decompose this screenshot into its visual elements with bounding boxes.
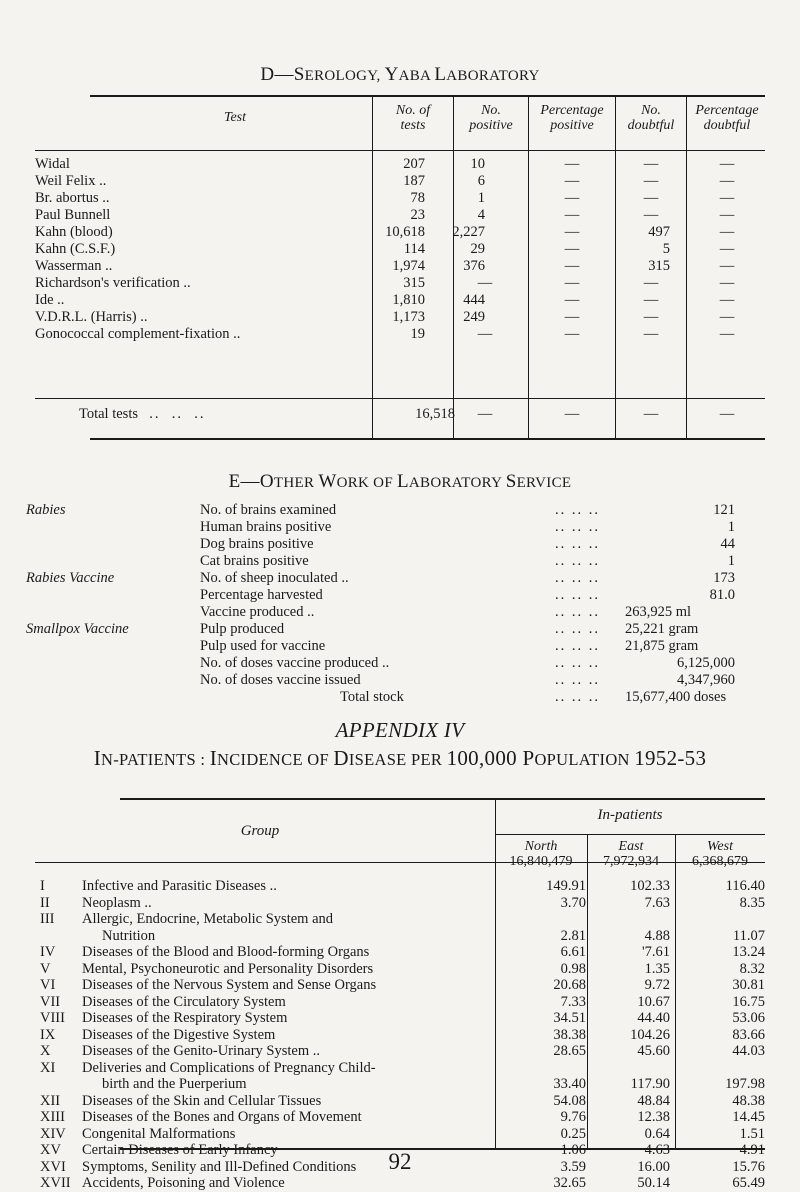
- header-rule: [35, 150, 765, 151]
- north-label: North: [524, 839, 558, 854]
- service-value: 6,125,000: [677, 655, 735, 671]
- north-population: 16,840,479: [509, 854, 573, 869]
- service-item: No. of sheep inoculated ..: [200, 570, 349, 586]
- group-number: XV: [40, 1142, 61, 1158]
- east-rate: 12.38: [637, 1109, 670, 1125]
- total-positive: —: [477, 406, 493, 422]
- group-description: Deliveries and Complications of Pregnancy Child-: [82, 1059, 376, 1076]
- west-rate: 1.51: [739, 1125, 765, 1142]
- west-rate: 83.66: [732, 1026, 765, 1043]
- group-description: Accidents, Poisoning and Violence: [82, 1175, 285, 1191]
- service-item: No. of brains examined: [200, 502, 337, 518]
- leader-dots: .. .. ..: [555, 621, 600, 637]
- service-item: Percentage harvested: [200, 587, 323, 603]
- pct-doubtful: —: [719, 207, 735, 223]
- table-top-rule: [90, 95, 765, 97]
- group-description: Diseases of the Bones and Organs of Movement: [82, 1109, 362, 1125]
- leader-dots: .. .. ..: [555, 570, 600, 586]
- service-item: Total stock: [340, 689, 404, 705]
- service-value: 121: [713, 502, 735, 518]
- total-rule: [35, 398, 765, 399]
- east-rate: 0.64: [644, 1125, 670, 1142]
- doubtful-count: —: [643, 190, 659, 206]
- west-rate: 48.38: [732, 1092, 765, 1109]
- table-row: [35, 241, 765, 258]
- group-description: Diseases of the Blood and Blood-forming Organs: [82, 944, 370, 960]
- section-d-title: D—SEROLOGY, YABA LABORATORY: [260, 64, 540, 85]
- tests-count: 207: [403, 156, 425, 172]
- east-rate: 9.72: [644, 977, 670, 993]
- group-description: Mental, Psychoneurotic and Personality Disorders: [82, 960, 374, 977]
- table-row: [40, 1175, 765, 1192]
- positive-count: 1: [477, 190, 485, 206]
- group-number: III: [40, 911, 55, 927]
- group-number: VI: [40, 977, 56, 993]
- north-rate: 38.38: [553, 1026, 586, 1043]
- north-rate: 0.25: [560, 1125, 586, 1142]
- doubtful-count: —: [643, 292, 659, 308]
- doubtful-count: —: [643, 326, 659, 342]
- test-name: Paul Bunnell: [35, 207, 111, 223]
- service-value: 173: [713, 570, 735, 586]
- table-row: [40, 993, 765, 1011]
- north-rate: 3.59: [560, 1158, 586, 1175]
- tests-count: 78: [410, 190, 425, 206]
- header-east: [587, 839, 675, 869]
- test-name: Br. abortus ..: [35, 190, 110, 206]
- total-pct-positive: —: [564, 406, 580, 422]
- group-description: Infective and Parasitic Diseases ..: [82, 878, 277, 894]
- positive-count: —: [477, 326, 493, 342]
- service-category: Smallpox Vaccine: [26, 621, 129, 637]
- service-value: 263,925 ml: [625, 604, 692, 620]
- north-rate: 0.98: [560, 960, 586, 977]
- service-value: 15,677,400 doses: [625, 689, 727, 705]
- group-description-cont: Nutrition: [102, 927, 156, 944]
- table-row: [35, 190, 765, 207]
- table-row: [35, 258, 765, 275]
- table-row: [40, 1059, 765, 1093]
- east-rate: 50.14: [637, 1175, 670, 1191]
- doubtful-count: —: [643, 275, 659, 291]
- pct-positive: —: [564, 326, 580, 342]
- pct-doubtful: —: [719, 190, 735, 206]
- pct-positive: —: [564, 156, 580, 172]
- table-row: [40, 1109, 765, 1126]
- leader-dots: .. .. ..: [555, 502, 600, 518]
- leader-dots: .. .. ..: [555, 519, 600, 535]
- east-rate: 10.67: [637, 993, 670, 1010]
- doubtful-count: —: [643, 156, 659, 172]
- group-number: V: [40, 960, 51, 977]
- table-row: [40, 977, 765, 994]
- doubtful-count: 5: [662, 241, 670, 257]
- test-name: Ide ..: [35, 292, 65, 308]
- west-rate: 8.35: [739, 894, 765, 911]
- leader-dots: .. .. ..: [555, 536, 600, 552]
- west-rate: 30.81: [732, 977, 765, 993]
- table-row: [40, 878, 765, 895]
- inpatients-rule: [495, 834, 765, 835]
- tests-count: 10,618: [385, 224, 425, 240]
- east-label: East: [618, 839, 644, 854]
- service-value: 44: [720, 536, 735, 552]
- total-label: Total tests .. .. ..: [79, 406, 206, 422]
- group-description: Diseases of the Genito-Urinary System ..: [82, 1043, 320, 1059]
- group-number: I: [40, 878, 45, 894]
- leader-dots: .. .. ..: [555, 604, 600, 620]
- west-rate: 14.45: [732, 1109, 765, 1125]
- total-row: [35, 406, 765, 423]
- table-bottom-rule: [90, 438, 765, 440]
- test-name: Richardson's verification ..: [35, 275, 191, 291]
- leader-dots: .. .. ..: [555, 587, 600, 603]
- east-rate: 7.63: [644, 894, 670, 911]
- pct-doubtful: —: [719, 309, 735, 325]
- tests-count: 1,173: [392, 309, 425, 325]
- pct-doubtful: —: [719, 156, 735, 172]
- east-rate: 4.88: [644, 927, 670, 944]
- tests-count: 187: [403, 173, 425, 189]
- tests-count: 23: [410, 207, 425, 223]
- north-rate: 9.76: [560, 1109, 586, 1125]
- doubtful-count: —: [643, 207, 659, 223]
- header-west: [675, 839, 765, 869]
- tests-count: 19: [410, 326, 425, 342]
- header-no-doubtful: No. doubtful: [627, 103, 675, 133]
- west-rate: 13.24: [732, 944, 765, 960]
- west-rate: 16.75: [732, 993, 765, 1010]
- positive-count: 4: [477, 207, 485, 223]
- group-number: XII: [40, 1092, 61, 1109]
- positive-count: 444: [463, 292, 485, 308]
- group-description: Congenital Malformations: [82, 1125, 236, 1142]
- group-number: IV: [40, 944, 56, 960]
- table-row: [40, 944, 765, 961]
- east-rate: 1.35: [644, 960, 670, 977]
- leader-dots: .. .. ..: [555, 655, 600, 671]
- group-description: Certain Diseases of Early Infancy: [82, 1142, 278, 1158]
- pct-doubtful: —: [719, 292, 735, 308]
- service-item: Pulp produced: [200, 621, 285, 637]
- group-number: XI: [40, 1059, 56, 1076]
- service-item: Cat brains positive: [200, 553, 309, 569]
- north-rate: 54.08: [553, 1092, 586, 1109]
- tests-count: 1,974: [392, 258, 425, 274]
- table-row: [35, 156, 765, 173]
- positive-count: 29: [470, 241, 485, 257]
- header-pct-positive: Percentage positive: [540, 103, 604, 133]
- header-pct-doubtful: Percentage doubtful: [695, 103, 759, 133]
- table-row: [40, 1043, 765, 1060]
- service-value: 81.0: [709, 587, 735, 603]
- north-rate: 20.68: [553, 977, 586, 993]
- header-no-tests: No. of tests: [395, 103, 431, 133]
- positive-count: 2,227: [452, 224, 485, 240]
- service-value: 1: [727, 519, 735, 535]
- pct-doubtful: —: [719, 241, 735, 257]
- positive-count: —: [477, 275, 493, 291]
- west-population: 6,368,679: [692, 854, 748, 869]
- pct-positive: —: [564, 207, 580, 223]
- pct-doubtful: —: [719, 326, 735, 342]
- total-pct-doubtful: —: [719, 406, 735, 422]
- page-number: 92: [388, 1149, 412, 1174]
- east-rate: 44.40: [637, 1010, 670, 1026]
- east-rate: 102.33: [630, 878, 670, 894]
- service-value: 25,221 gram: [625, 621, 699, 637]
- group-number: IX: [40, 1026, 56, 1043]
- pct-positive: —: [564, 173, 580, 189]
- positive-count: 249: [463, 309, 485, 325]
- north-rate: 33.40: [553, 1076, 586, 1092]
- table-row: [40, 911, 765, 944]
- group-number: XIV: [40, 1125, 66, 1142]
- test-name: Gonococcal complement-fixation ..: [35, 326, 241, 342]
- leader-dots: .. .. ..: [555, 672, 600, 688]
- group-description: Diseases of the Circulatory System: [82, 993, 286, 1010]
- north-rate: 3.70: [560, 894, 586, 911]
- group-description: Diseases of the Skin and Cellular Tissues: [82, 1092, 322, 1109]
- west-rate: 53.06: [732, 1010, 765, 1026]
- service-category: Rabies Vaccine: [26, 570, 115, 586]
- table-row: [35, 326, 765, 343]
- test-name: Weil Felix ..: [35, 173, 107, 189]
- group-description: Diseases of the Digestive System: [82, 1026, 276, 1043]
- east-rate: 48.84: [637, 1092, 670, 1109]
- east-rate: 45.60: [637, 1043, 670, 1059]
- table-row: [40, 1026, 765, 1044]
- test-name: V.D.R.L. (Harris) ..: [35, 309, 148, 325]
- west-rate: 15.76: [732, 1158, 765, 1175]
- east-rate: 117.90: [630, 1076, 670, 1092]
- east-rate: 16.00: [637, 1158, 670, 1175]
- service-value: 21,875 gram: [625, 638, 699, 654]
- doubtful-count: 315: [648, 258, 670, 274]
- west-rate: 197.98: [725, 1076, 765, 1092]
- doubtful-count: 497: [648, 224, 670, 240]
- pct-doubtful: —: [719, 173, 735, 189]
- table-row: [35, 207, 765, 224]
- service-item: Pulp used for vaccine: [200, 638, 326, 654]
- positive-count: 376: [463, 258, 485, 274]
- appendix-title: APPENDIX IV: [335, 718, 465, 742]
- pct-doubtful: —: [719, 275, 735, 291]
- table-row: [35, 173, 765, 190]
- group-number: X: [40, 1043, 51, 1059]
- service-item: Vaccine produced ..: [200, 604, 315, 620]
- tests-count: 114: [403, 241, 425, 257]
- appendix-subtitle: IN-PATIENTS : INCIDENCE OF DISEASE PER 100,000 POPULATION 1952-53: [93, 746, 707, 770]
- positive-count: 10: [470, 156, 485, 172]
- group-description: Allergic, Endocrine, Metabolic System and: [82, 911, 334, 927]
- north-rate: 28.65: [553, 1043, 586, 1059]
- header-no-positive: No. positive: [469, 103, 513, 133]
- north-rate: 149.91: [546, 878, 586, 894]
- pct-positive: —: [564, 224, 580, 240]
- north-rate: 1.06: [560, 1142, 586, 1158]
- leader-dots: .. .. ..: [555, 689, 600, 705]
- tests-count: 1,810: [392, 292, 425, 308]
- table-row: [40, 894, 765, 912]
- test-name: Kahn (C.S.F.): [35, 241, 116, 257]
- group-description: Diseases of the Nervous System and Sense Organs: [82, 977, 377, 993]
- service-category: Rabies: [26, 502, 66, 518]
- group-number: XIII: [40, 1109, 65, 1125]
- test-name: Wasserman ..: [35, 258, 113, 274]
- positive-count: 6: [477, 173, 485, 189]
- appendix-top-rule: [120, 798, 765, 800]
- group-number: XVI: [40, 1158, 66, 1175]
- test-name: Kahn (blood): [35, 224, 113, 240]
- pct-positive: —: [564, 241, 580, 257]
- header-test: Test: [223, 110, 247, 125]
- section-e-title: E—OTHER WORK OF LABORATORY SERVICE: [228, 471, 572, 492]
- table-row: [35, 292, 765, 309]
- group-description-cont: birth and the Puerperium: [102, 1076, 247, 1092]
- group-description: Neoplasm ..: [82, 894, 152, 911]
- pct-positive: —: [564, 190, 580, 206]
- pct-positive: —: [564, 258, 580, 274]
- service-value: 1: [727, 553, 735, 569]
- group-number: II: [40, 894, 50, 911]
- service-item: Human brains positive: [200, 519, 332, 535]
- west-rate: 4.91: [739, 1142, 765, 1158]
- group-description: Symptoms, Senility and Ill-Defined Conditions: [82, 1158, 357, 1175]
- total-doubtful: —: [643, 406, 659, 422]
- group-description: Diseases of the Respiratory System: [82, 1010, 288, 1026]
- table-row: [40, 1092, 765, 1110]
- pct-positive: —: [564, 292, 580, 308]
- north-rate: 2.81: [560, 927, 586, 944]
- group-number: VII: [40, 993, 61, 1010]
- north-rate: 34.51: [553, 1010, 586, 1026]
- west-rate: 11.07: [732, 927, 765, 944]
- east-rate: '7.61: [642, 944, 670, 960]
- header-north: [495, 839, 587, 869]
- east-rate: 104.26: [630, 1026, 670, 1043]
- table-row: [40, 960, 765, 978]
- group-number: XVII: [40, 1175, 71, 1191]
- service-item: Dog brains positive: [200, 536, 314, 552]
- doubtful-count: —: [643, 309, 659, 325]
- pct-positive: —: [564, 309, 580, 325]
- west-label: West: [707, 839, 733, 854]
- north-rate: 32.65: [553, 1175, 586, 1191]
- leader-dots: .. .. ..: [555, 638, 600, 654]
- table-row: [35, 275, 765, 292]
- test-name: Widal: [35, 156, 70, 172]
- header-inpatients: In-patients: [597, 807, 663, 823]
- pct-positive: —: [564, 275, 580, 291]
- service-item: No. of doses vaccine issued: [200, 672, 361, 688]
- header-group: Group: [240, 823, 280, 839]
- doubtful-count: —: [643, 173, 659, 189]
- table-row: [35, 224, 765, 241]
- pct-doubtful: —: [719, 224, 735, 240]
- table-row: [35, 309, 765, 326]
- service-item: No. of doses vaccine produced ..: [200, 655, 390, 671]
- leader-dots: .. .. ..: [555, 553, 600, 569]
- east-rate: 4.63: [644, 1142, 670, 1158]
- north-rate: 7.33: [560, 993, 586, 1010]
- west-rate: 44.03: [732, 1043, 765, 1059]
- north-rate: 6.61: [560, 944, 586, 960]
- pct-doubtful: —: [719, 258, 735, 274]
- west-rate: 116.40: [725, 878, 765, 894]
- total-tests: 16,518: [415, 406, 455, 422]
- tests-count: 315: [403, 275, 425, 291]
- service-value: 4,347,960: [677, 672, 735, 688]
- group-number: VIII: [40, 1010, 65, 1026]
- west-rate: 8.32: [739, 960, 765, 977]
- west-rate: 65.49: [732, 1175, 765, 1191]
- table-row: [40, 1010, 765, 1027]
- table-row: [40, 1125, 765, 1143]
- east-population: 7,972,934: [603, 854, 659, 869]
